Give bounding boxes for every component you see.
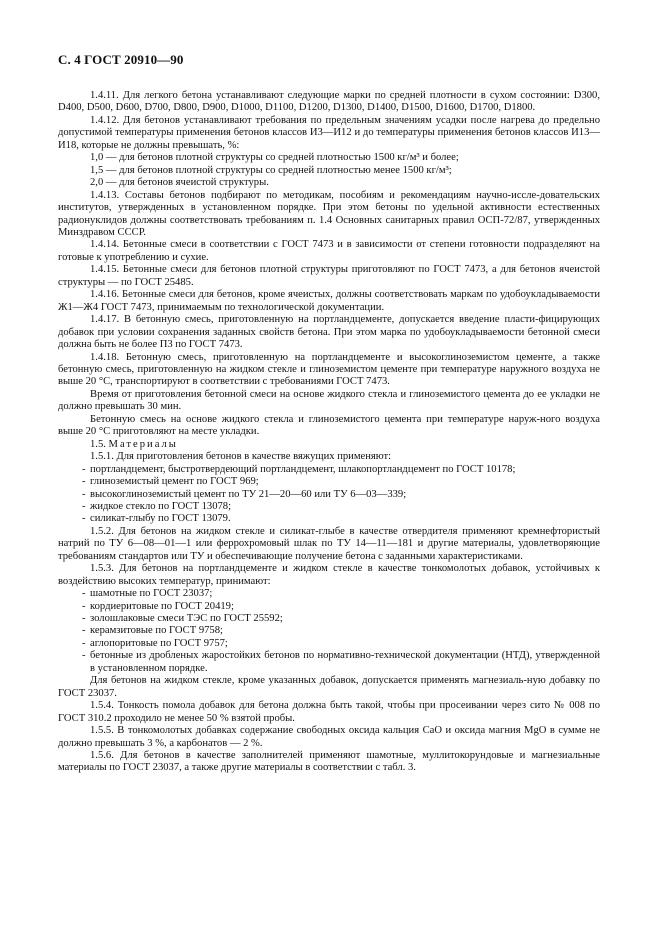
paragraph: 1.4.17. В бетонную смесь, приготовленную на портландцементе, допускается введение пласти-фицирующих добавок при условии сохранения заданных свойств бетона. При этом марка по удобоукладываемости бетонной смеси должна быть не более П3 по ГОСТ 7473.: [58, 314, 600, 351]
paragraph: Время от приготовления бетонной смеси на основе жидкого стекла и глиноземистого цемента до ее укладки не должно превышать 30 мин.: [58, 388, 600, 413]
list-item: [58, 489, 600, 501]
list-item-text: портландцемент, быстротвердеющий портландцемент, шлакопортландцемент по ГОСТ 10178;: [90, 463, 516, 475]
list-dash: -: [82, 488, 86, 500]
list-item: [58, 625, 600, 637]
paragraph: Для бетонов на жидком стекле, кроме указанных добавок, допускается применять магнезиаль-ную добавку по ГОСТ 23037.: [58, 675, 600, 699]
list-dash: -: [82, 588, 86, 600]
section-heading: [58, 439, 600, 451]
list-item-text: жидкое стекло по ГОСТ 13078;: [90, 500, 232, 512]
paragraph: 1.5.1. Для приготовления бетонов в качестве вяжущих применяют:: [90, 451, 392, 463]
list-item-text: бетонные из дробленых жаростойких бетонов по нормативно-технической документации (НТД), утвержденной в установленном порядке.: [90, 650, 600, 674]
paragraph: 1.5.5. В тонкомолотых добавках содержание свободных оксида кальция CaO и оксида магния MgO в сумме не должно превышать 3 %, а карбонатов — 2 %.: [58, 725, 600, 749]
paragraph: 1.4.12. Для бетонов устанавливают требования по предельным значениям усадки после нагрева до предельно допустимой температуры применения бетонов классов И3—И12 и до температуры применения бетонов классов И13—И18, которые не должны превышать, %:: [58, 114, 600, 151]
list-dash: -: [82, 637, 86, 649]
page-header: С. 4 ГОСТ 20910—90: [58, 52, 184, 67]
list-item: [58, 513, 600, 525]
paragraph: 1,0 — для бетонов плотной структуры со средней плотностью 1500 кг/м³ и более;: [90, 152, 459, 164]
list-item: [58, 464, 600, 476]
list-dash: -: [82, 463, 86, 475]
paragraph: 1.4.13. Составы бетонов подбирают по методикам, пособиям и рекомендациям научно-иссле-довательских институтов, утвержденных в установленном порядке. При этом бетоны по удельной активности естественных радионуклидов должны соответствовать требованиям п. 1.4 Основных санитарных правил ОСП-72/87, утвержденных Минздравом СССР.: [58, 189, 600, 238]
list-item-text: керамзитовые по ГОСТ 9758;: [90, 625, 223, 637]
list-item: [58, 476, 600, 488]
paragraph: 1.4.16. Бетонные смеси для бетонов, кроме ячеистых, должны соответствовать маркам по удобоукладываемости Ж1—Ж4 ГОСТ 7473, принимаемым по технологической документации.: [58, 289, 600, 313]
section-title: Материалы: [108, 438, 178, 450]
list-item-text: кордиеритовые по ГОСТ 20419;: [90, 600, 234, 612]
list-item: [58, 638, 600, 650]
paragraph: 1.5.2. Для бетонов на жидком стекле и силикат-глыбе в качестве отвердителя применяют кремнефтористый натрий по ТУ 6—08—01—1 или феррохромовый шлак по ТУ 14—11—181 и другие материалы, удовлетворяющие требованиям стандартов или ТУ и обеспечивающие получение бетона с заданными характеристиками.: [58, 525, 600, 562]
paragraph: 1.5.6. Для бетонов в качестве заполнителей применяют шамотные, муллитокорундовые и магнезиальные материалы по ГОСТ 23037, а также другие материалы в соответствии с табл. 3.: [58, 750, 600, 774]
paragraph: 1.4.14. Бетонные смеси в соответствии с ГОСТ 7473 и в зависимости от степени готовности подразделяют на готовые к употреблению и сухие.: [58, 239, 600, 263]
list-dash: -: [82, 500, 86, 512]
list-item: [58, 601, 600, 613]
paragraph: 1,5 — для бетонов плотной структуры со средней плотностью менее 1500 кг/м³;: [90, 164, 452, 176]
list-item-text: силикат-глыбу по ГОСТ 13079.: [90, 513, 231, 525]
list-item: [58, 588, 600, 600]
list-item: [58, 613, 600, 625]
list-item: [58, 650, 600, 675]
document-page: [58, 52, 600, 775]
list-dash: -: [82, 513, 86, 525]
list-item-text: высокоглиноземистый цемент по ТУ 21—20—60 или ТУ 6—03—339;: [90, 488, 407, 500]
list-dash: -: [82, 600, 86, 612]
paragraph: 1.5.3. Для бетонов на портландцементе и жидком стекле в качестве тонкомолотых добавок, устойчивых к воздействию высоких температур, принимают:: [58, 563, 600, 587]
list-dash: -: [82, 476, 86, 488]
list-dash: -: [82, 625, 86, 637]
list-dash: -: [82, 613, 86, 625]
paragraph: 1.4.18. Бетонную смесь, приготовленную на портландцементе и высокоглиноземистом цементе, а также бетонную смесь, приготовленную на жидком стекле и глиноземистом цементе при температуре наружного воздуха не выше 20 °С, транспортируют в соответствии с требованиями ГОСТ 7473.: [58, 351, 600, 388]
paragraph: Бетонную смесь на основе жидкого стекла и глиноземистого цемента при температуре наруж-ного воздуха выше 20 °С приготовляют на месте укладки.: [58, 413, 600, 438]
section-number: 1.5.: [90, 438, 109, 450]
list-item-text: глиноземистый цемент по ГОСТ 969;: [90, 476, 259, 488]
paragraph: 1.4.11. Для легкого бетона устанавливают следующие марки по средней плотности в сухом состоянии: D300, D400, D500, D600, D700, D800, D900, D1000, D1100, D1200, D1300, D1400, D1500, D1600, D1700, D1800.: [58, 90, 600, 114]
paragraph: 2,0 — для бетонов ячеистой структуры.: [90, 177, 269, 189]
list-dash: -: [82, 650, 86, 662]
document-body: [58, 90, 600, 775]
list-item: [58, 501, 600, 513]
paragraph: 1.4.15. Бетонные смеси для бетонов плотной структуры приготовляют по ГОСТ 7473, а для бетонов ячеистой структуры — по ГОСТ 25485.: [58, 264, 600, 288]
paragraph: 1.5.4. Тонкость помола добавок для бетона должна быть такой, чтобы при просеивании через сито № 008 по ГОСТ 310.2 проходило не менее 50 % взятой пробы.: [58, 700, 600, 724]
list-item-text: шамотные по ГОСТ 23037;: [90, 588, 213, 600]
list-item-text: золошлаковые смеси ТЭС по ГОСТ 25592;: [90, 613, 283, 625]
list-item-text: аглопоритовые по ГОСТ 9757;: [90, 637, 228, 649]
